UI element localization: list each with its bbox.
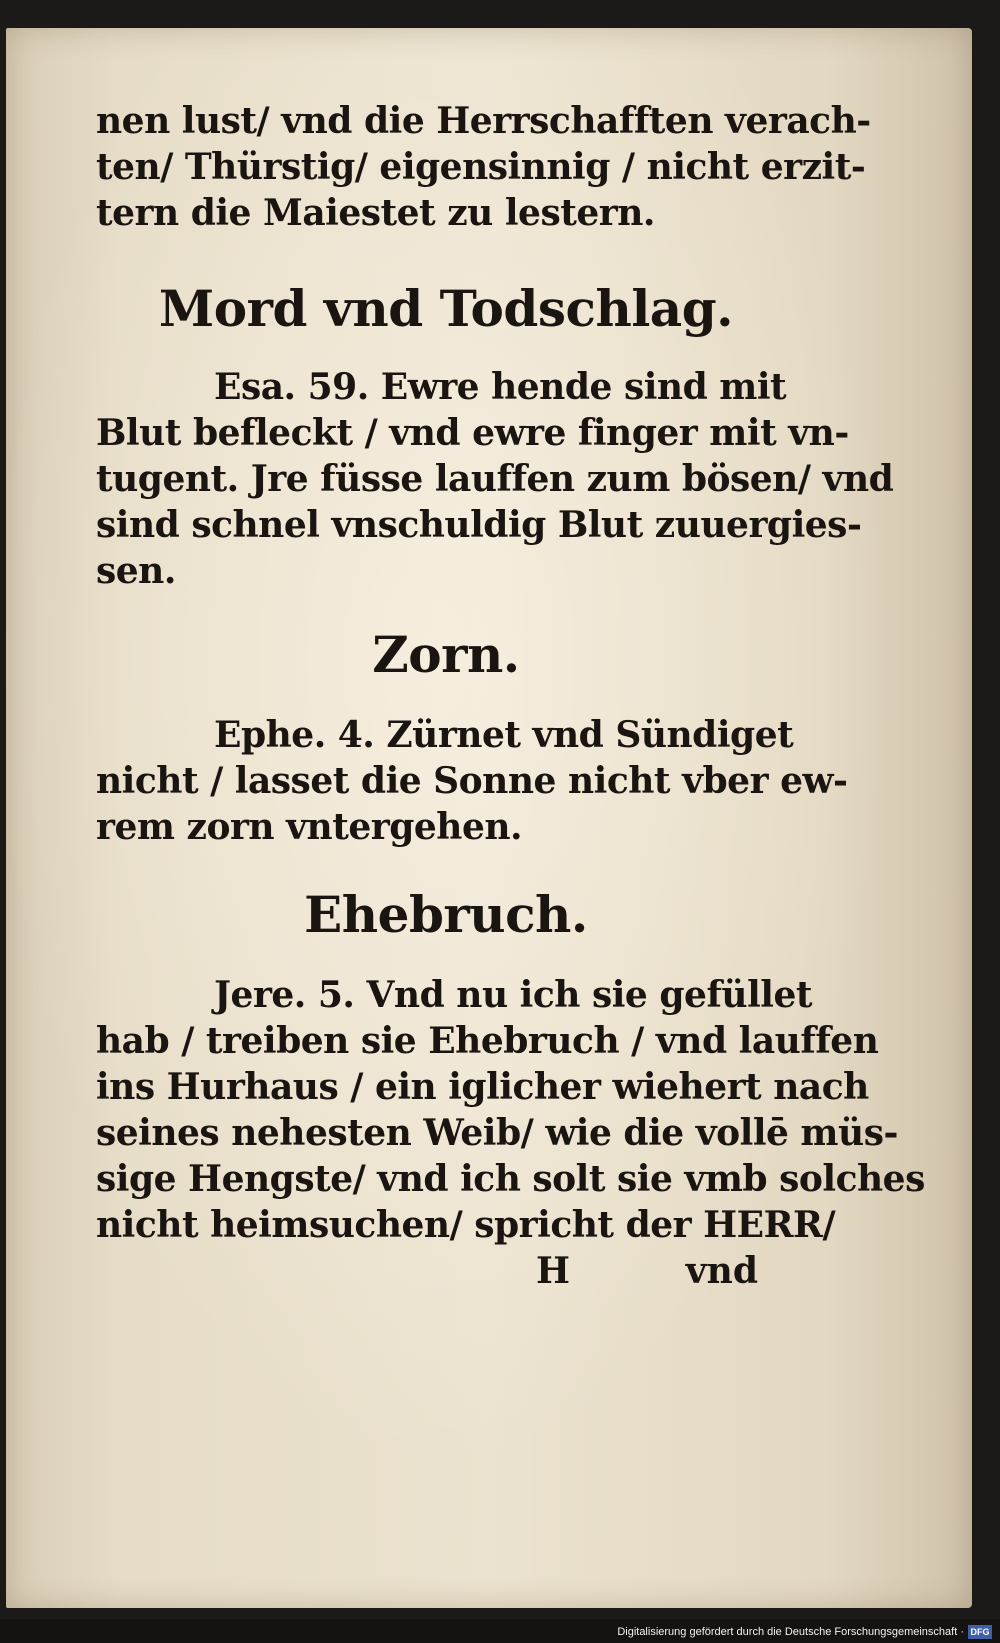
funding-credit: Digitalisierung gefördert durch die Deutsche Forschungsgemeinschaft · <box>617 1626 964 1638</box>
text-line: nen lust/ vnd die Herrschafften verach- <box>96 100 871 142</box>
text-line: nicht / lasset die Sonne nicht vber ew- <box>96 760 848 802</box>
text-line: seines nehesten Weib/ wie die vollē müs- <box>96 1112 898 1154</box>
text-line: sen. <box>96 550 176 592</box>
heading-mord-vnd-todschlag: Mord vnd Todschlag. <box>158 279 734 338</box>
text-line: Ephe. 4. Zürnet vnd Sündiget <box>214 714 794 756</box>
signature-mark: H <box>536 1250 571 1292</box>
heading-ehebruch: Ehebruch. <box>304 885 588 944</box>
paragraph-1 <box>96 98 871 236</box>
text-line: rem zorn vntergehen. <box>96 806 523 848</box>
paragraph-4 <box>96 972 925 1248</box>
text-line: sige Hengste/ vnd ich solt sie vmb solches <box>96 1158 925 1200</box>
page-foot-row <box>96 1248 796 1294</box>
text-line: sind schnel vnschuldig Blut zuuergies- <box>96 504 862 546</box>
footer-bar <box>0 1619 1000 1643</box>
text-line: Blut befleckt / vnd ewre finger mit vn- <box>96 412 849 454</box>
text-line: Jere. 5. Vnd nu ich sie gefüllet <box>214 974 812 1016</box>
catchword: vnd <box>685 1250 758 1292</box>
paragraph-2 <box>96 364 894 594</box>
book-page <box>6 28 972 1608</box>
text-line: Esa. 59. Ewre hende sind mit <box>214 366 787 408</box>
text-line: ins Hurhaus / ein iglicher wiehert nach <box>96 1066 869 1108</box>
text-line: tugent. Jre füsse lauffen zum bösen/ vnd <box>96 458 894 500</box>
heading-zorn: Zorn. <box>372 625 520 684</box>
text-line: hab / treiben sie Ehebruch / vnd lauffen <box>96 1020 879 1062</box>
page-text-block <box>96 98 925 1294</box>
text-line: ten/ Thürstig/ eigensinnig / nicht erzit- <box>96 146 866 188</box>
text-line: nicht heimsuchen/ spricht der HERR/ <box>96 1204 836 1246</box>
text-line: tern die Maiestet zu lestern. <box>96 192 655 234</box>
dfg-logo: DFG <box>968 1625 992 1639</box>
paragraph-3 <box>96 712 848 850</box>
